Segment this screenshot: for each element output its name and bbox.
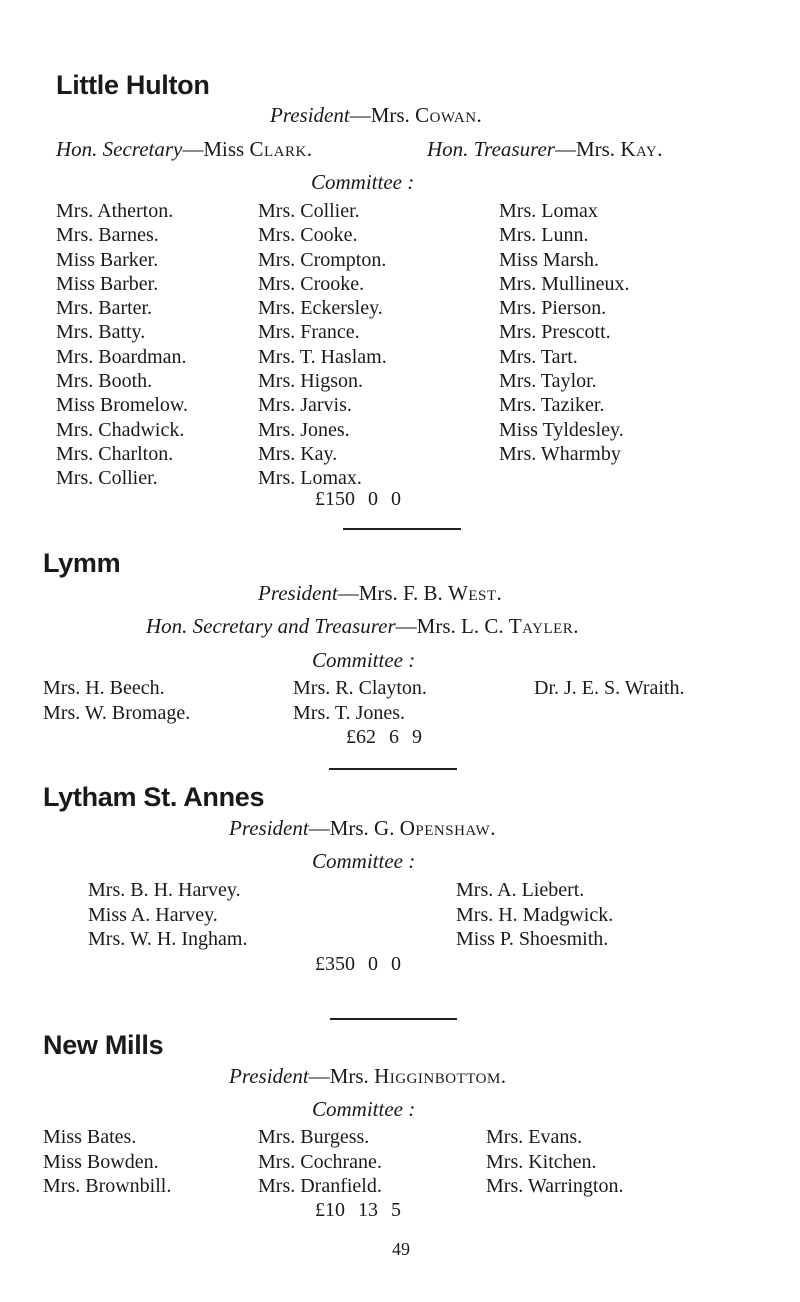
committee-column-1 — [43, 1126, 171, 1200]
president-name: Cowan. — [415, 103, 483, 127]
committee-member: Mrs. Tart. — [499, 345, 578, 368]
committee-member: Mrs. Eckersley. — [258, 297, 383, 320]
amount: £150 0 0 — [315, 488, 401, 510]
committee-member: Mrs. Cooke. — [258, 224, 358, 247]
committee-member: Mrs. T. Haslam. — [258, 345, 387, 368]
secretary-treasurer-label: Hon. Secretary and Treasurer — [146, 614, 396, 638]
committee-member: Mrs. Chadwick. — [56, 418, 185, 441]
amount: £62 6 9 — [346, 726, 422, 748]
committee-member: Mrs. W. H. Ingham. — [88, 928, 248, 950]
committee-member: Mrs. R. Clayton. — [293, 677, 427, 699]
treasurer-label: Hon. Treasurer — [427, 137, 555, 161]
secretary-label: Hon. Secretary — [56, 137, 183, 161]
amount: £10 13 5 — [315, 1199, 401, 1221]
committee-label: Committee : — [311, 170, 415, 194]
committee-member: Mrs. Crooke. — [258, 272, 365, 295]
committee-member: Mrs. France. — [258, 321, 360, 344]
committee-member: Miss Bowden. — [43, 1150, 159, 1173]
president-prefix: —Mrs. — [308, 1064, 375, 1088]
president-line — [229, 816, 496, 841]
committee-column-1 — [56, 200, 188, 492]
committee-member: Mrs. T. Jones. — [293, 701, 406, 724]
committee-column-3 — [486, 1126, 623, 1200]
secretary-name: Clark. — [249, 137, 313, 161]
treasurer-name: Kay. — [620, 137, 664, 161]
committee-column-2 — [456, 879, 613, 953]
committee-member: Miss Bates. — [43, 1126, 137, 1148]
section-heading: Lymm — [43, 548, 121, 578]
section-divider — [330, 1018, 457, 1020]
committee-member: Miss Tyldesley. — [499, 418, 624, 441]
president-name: Higginbottom. — [374, 1064, 507, 1088]
committee-member: Mrs. Warrington. — [486, 1175, 624, 1197]
committee-member: Miss Marsh. — [499, 248, 600, 271]
section-divider — [329, 768, 457, 770]
committee-member: Mrs. Collier. — [258, 200, 360, 222]
committee-label: Committee : — [312, 1097, 416, 1121]
section-divider — [343, 528, 461, 530]
committee-member: Mrs. Barter. — [56, 297, 153, 320]
committee-member: Mrs. Dranfield. — [258, 1175, 382, 1197]
committee-member: Mrs. Taylor. — [499, 370, 597, 393]
committee-column-3 — [499, 200, 630, 467]
committee-member: Mrs. A. Liebert. — [456, 879, 585, 901]
committee-member: Mrs. Atherton. — [56, 200, 174, 222]
committee-label: Committee : — [312, 648, 416, 672]
committee-column-1 — [43, 677, 190, 726]
committee-member: Mrs. B. H. Harvey. — [88, 879, 241, 901]
committee-column-2 — [258, 1126, 382, 1200]
secretary-treasurer-line — [146, 614, 579, 639]
committee-column-1 — [88, 879, 247, 953]
committee-member: Mrs. Lomax. — [258, 467, 362, 490]
president-prefix: —Mrs. — [349, 103, 416, 127]
committee-column-3 — [534, 677, 685, 702]
committee-member: Mrs. Taziker. — [499, 394, 605, 417]
committee-label: Committee : — [312, 849, 416, 873]
committee-member: Mrs. Jarvis. — [258, 394, 352, 417]
committee-column-2 — [293, 677, 427, 726]
section-heading: Lytham St. Annes — [43, 782, 265, 812]
president-line — [229, 1064, 507, 1089]
committee-member: Miss A. Harvey. — [88, 903, 218, 926]
committee-member: Mrs. Pierson. — [499, 297, 607, 320]
committee-member: Mrs. Brownbill. — [43, 1175, 172, 1197]
president-line — [270, 103, 482, 128]
president-label: President — [229, 1064, 309, 1088]
committee-member: Mrs. W. Bromage. — [43, 701, 191, 724]
committee-member: Mrs. Jones. — [258, 418, 350, 441]
section-heading: Little Hulton — [56, 70, 210, 100]
secretary-prefix: —Miss — [182, 137, 250, 161]
president-prefix: —Mrs. G. — [308, 816, 400, 840]
president-name: Openshaw. — [399, 816, 496, 840]
committee-member: Miss Bromelow. — [56, 394, 189, 417]
committee-member: Mrs. Charlton. — [56, 442, 174, 465]
committee-member: Mrs. Crompton. — [258, 248, 387, 271]
president-prefix: —Mrs. F. B. — [337, 581, 449, 605]
committee-member: Miss Barber. — [56, 272, 159, 295]
page-number: 49 — [392, 1239, 410, 1259]
section-heading: New Mills — [43, 1030, 164, 1060]
committee-member: Mrs. Mullineux. — [499, 272, 630, 295]
committee-member: Mrs. Higson. — [258, 370, 364, 393]
committee-member: Mrs. Wharmby — [499, 442, 621, 465]
committee-member: Mrs. Prescott. — [499, 321, 611, 344]
treasurer-prefix: —Mrs. — [554, 137, 621, 161]
committee-member: Mrs. Cochrane. — [258, 1150, 382, 1173]
committee-member: Dr. J. E. S. Wraith. — [534, 677, 685, 699]
treasurer-line — [427, 137, 663, 162]
secretary-treasurer-prefix: —Mrs. L. C. — [395, 614, 509, 638]
committee-member: Mrs. Kay. — [258, 442, 338, 465]
committee-member: Mrs. Kitchen. — [486, 1150, 597, 1173]
secretary-treasurer-name: Tayler. — [508, 614, 580, 638]
committee-member: Mrs. Lomax — [499, 200, 598, 222]
committee-member: Mrs. H. Beech. — [43, 677, 165, 699]
president-label: President — [258, 581, 338, 605]
amount: £350 0 0 — [315, 953, 401, 975]
committee-member: Miss Barker. — [56, 248, 159, 271]
committee-column-2 — [258, 200, 387, 492]
committee-member: Mrs. Booth. — [56, 370, 153, 393]
secretary-line — [56, 137, 313, 162]
committee-member: Miss P. Shoesmith. — [456, 928, 609, 950]
committee-member: Mrs. Burgess. — [258, 1126, 370, 1148]
committee-member: Mrs. Barnes. — [56, 224, 159, 247]
committee-member: Mrs. Evans. — [486, 1126, 583, 1148]
committee-member: Mrs. Collier. — [56, 467, 158, 490]
president-name: West. — [448, 581, 503, 605]
president-line — [258, 581, 502, 606]
committee-member: Mrs. Batty. — [56, 321, 146, 344]
president-label: President — [270, 103, 350, 127]
committee-member: Mrs. Lunn. — [499, 224, 589, 247]
committee-member: Mrs. H. Madgwick. — [456, 903, 614, 926]
committee-member: Mrs. Boardman. — [56, 345, 187, 368]
president-label: President — [229, 816, 309, 840]
